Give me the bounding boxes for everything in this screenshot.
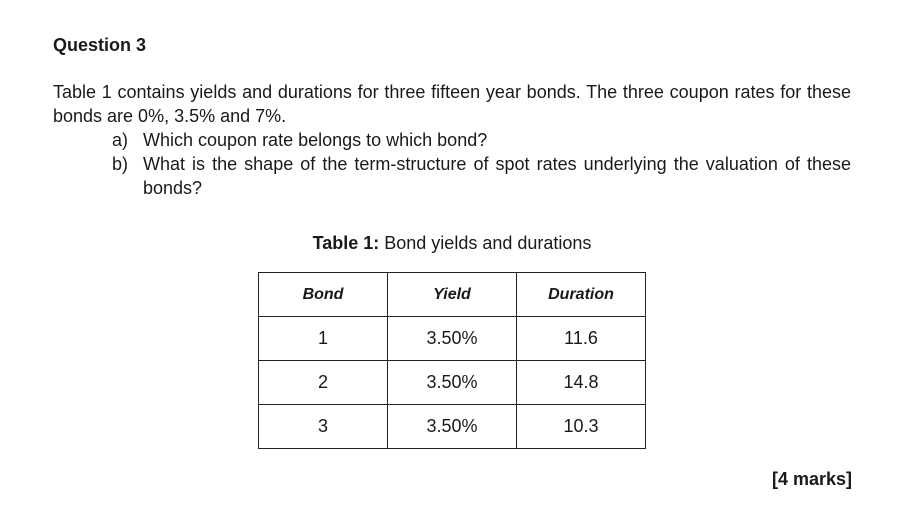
part-a-text: Which coupon rate belongs to which bond? [143,130,488,150]
question-part-a [112,128,851,152]
part-a-label: a) [112,130,129,150]
part-b-label: b) [112,154,129,174]
cell-duration: 10.3 [517,405,646,449]
cell-bond: 1 [259,317,388,361]
cell-yield: 3.50% [388,317,517,361]
question-heading: Question 3 [53,35,147,55]
part-b-text: What is the shape of the term-structure of spot rates underlying the valuation of these bonds? [143,154,851,198]
table-header-row [259,273,646,317]
question-intro: Table 1 contains yields and durations for three fifteen year bonds. The three coupon rates for these bonds are 0%, 3.5% and 7%. [53,82,851,126]
bond-table [258,272,646,449]
cell-yield: 3.50% [388,405,517,449]
cell-yield: 3.50% [388,361,517,405]
table-row [259,317,646,361]
header-bond: Bond [259,273,388,317]
table-caption [0,233,904,254]
table-caption-text: Bond yields and durations [379,233,592,253]
question-parts-list [112,128,851,200]
table-row [259,361,646,405]
header-duration: Duration [517,273,646,317]
cell-bond: 3 [259,405,388,449]
question-part-b [112,152,851,200]
cell-duration: 11.6 [517,317,646,361]
cell-bond: 2 [259,361,388,405]
cell-duration: 14.8 [517,361,646,405]
table-row [259,405,646,449]
marks-label: [4 marks] [771,469,852,489]
header-yield: Yield [388,273,517,317]
table-caption-label: Table 1: [312,233,380,253]
